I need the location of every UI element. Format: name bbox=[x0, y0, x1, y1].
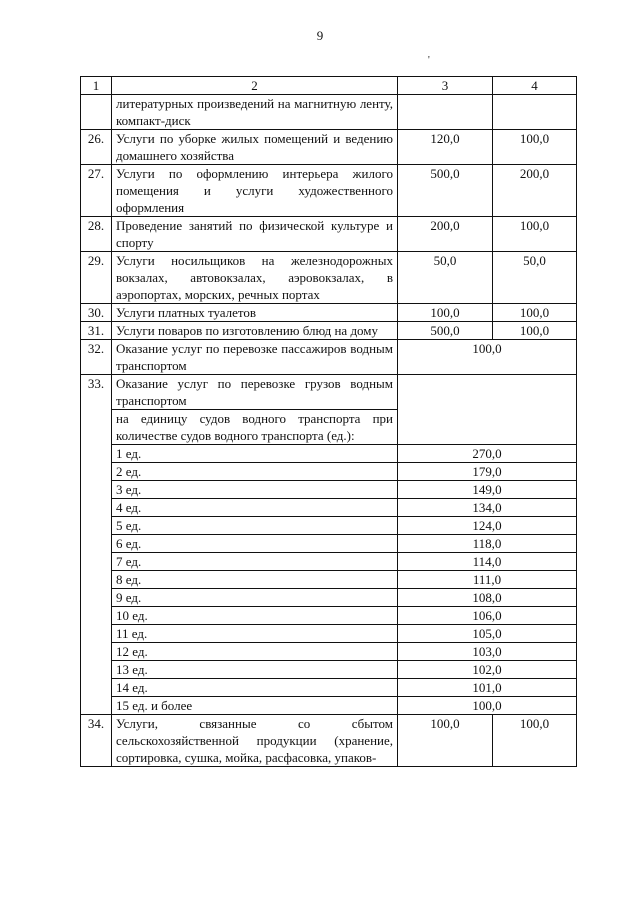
vessel-count-value: 118,0 bbox=[398, 535, 577, 553]
page-number: 9 bbox=[316, 28, 324, 43]
row-description: Оказание услуг по перевозке грузов водным транспортом bbox=[112, 375, 398, 410]
header-cell: 2 bbox=[112, 77, 398, 95]
row-description: Услуги поваров по изготовлению блюд на дому bbox=[112, 322, 398, 340]
header-cell: 1 bbox=[81, 77, 112, 95]
row-number: 33. bbox=[81, 375, 112, 715]
table-row bbox=[81, 535, 577, 553]
vessel-count-label: 15 ед. и более bbox=[112, 697, 398, 715]
vessel-count-label: 6 ед. bbox=[112, 535, 398, 553]
table-row bbox=[81, 571, 577, 589]
header-cell: 3 bbox=[398, 77, 493, 95]
row-number: 27. bbox=[81, 165, 112, 217]
row-description: Услуги, связанные со сбытом сельскохозяйственной продукции (хранение, сортировка, сушка, мойка, расфасовка, упаков- bbox=[112, 715, 398, 767]
row-value-col4: 100,0 bbox=[493, 130, 577, 165]
table-row bbox=[81, 217, 577, 252]
vessel-count-value: 149,0 bbox=[398, 481, 577, 499]
row-value-col4: 100,0 bbox=[493, 322, 577, 340]
row-description: Проведение занятий по физической культуре и спорту bbox=[112, 217, 398, 252]
row-description: Услуги носильщиков на железнодорожных вокзалах, автовокзалах, аэровокзалах, в аэропортах, морских, речных портах bbox=[112, 252, 398, 304]
row-number: 28. bbox=[81, 217, 112, 252]
vessel-count-value: 134,0 bbox=[398, 499, 577, 517]
table-row bbox=[81, 607, 577, 625]
row-number: 32. bbox=[81, 340, 112, 375]
row-description: литературных произведений на магнитную ленту, компакт-диск bbox=[112, 95, 398, 130]
table-row bbox=[81, 499, 577, 517]
vessel-count-value: 106,0 bbox=[398, 607, 577, 625]
row-subdescription: на единицу судов водного транспорта при количестве судов водного транспорта (ед.): bbox=[112, 410, 398, 445]
row-description: Услуги платных туалетов bbox=[112, 304, 398, 322]
vessel-count-label: 9 ед. bbox=[112, 589, 398, 607]
table-row bbox=[81, 252, 577, 304]
vessel-count-value: 124,0 bbox=[398, 517, 577, 535]
row-value-col4: 200,0 bbox=[493, 165, 577, 217]
row-value-col3: 100,0 bbox=[398, 304, 493, 322]
row-value-merged: 100,0 bbox=[398, 340, 577, 375]
vessel-count-label: 1 ед. bbox=[112, 445, 398, 463]
table-row bbox=[81, 165, 577, 217]
vessel-count-value: 111,0 bbox=[398, 571, 577, 589]
row-value-col3: 200,0 bbox=[398, 217, 493, 252]
vessel-count-label: 2 ед. bbox=[112, 463, 398, 481]
row-value-col3: 50,0 bbox=[398, 252, 493, 304]
vessel-count-label: 7 ед. bbox=[112, 553, 398, 571]
page-mark: ' bbox=[428, 55, 430, 66]
tariff-table bbox=[80, 76, 577, 767]
vessel-count-value: 270,0 bbox=[398, 445, 577, 463]
table-row bbox=[81, 340, 577, 375]
row-description: Услуги по уборке жилых помещений и ведению домашнего хозяйства bbox=[112, 130, 398, 165]
vessel-count-value: 179,0 bbox=[398, 463, 577, 481]
vessel-count-label: 5 ед. bbox=[112, 517, 398, 535]
table-header-row bbox=[81, 77, 577, 95]
table-row bbox=[81, 715, 577, 767]
table-row bbox=[81, 643, 577, 661]
vessel-count-value: 102,0 bbox=[398, 661, 577, 679]
vessel-count-value: 108,0 bbox=[398, 589, 577, 607]
row-number: 29. bbox=[81, 252, 112, 304]
row-value-col3: 500,0 bbox=[398, 165, 493, 217]
vessel-count-label: 3 ед. bbox=[112, 481, 398, 499]
vessel-count-label: 12 ед. bbox=[112, 643, 398, 661]
row-description: Оказание услуг по перевозке пассажиров водным транспортом bbox=[112, 340, 398, 375]
table-row bbox=[81, 322, 577, 340]
vessel-count-label: 10 ед. bbox=[112, 607, 398, 625]
table-row bbox=[81, 481, 577, 499]
table-row bbox=[81, 130, 577, 165]
vessel-count-value: 100,0 bbox=[398, 697, 577, 715]
table-row bbox=[81, 304, 577, 322]
vessel-count-label: 13 ед. bbox=[112, 661, 398, 679]
row-number: 26. bbox=[81, 130, 112, 165]
row-value-col3: 120,0 bbox=[398, 130, 493, 165]
table-row bbox=[81, 661, 577, 679]
vessel-count-label: 8 ед. bbox=[112, 571, 398, 589]
row-value-col4: 100,0 bbox=[493, 217, 577, 252]
header-cell: 4 bbox=[493, 77, 577, 95]
table-row bbox=[81, 517, 577, 535]
row-value-col4: 100,0 bbox=[493, 304, 577, 322]
table-row bbox=[81, 445, 577, 463]
table-row bbox=[81, 625, 577, 643]
table-row bbox=[81, 697, 577, 715]
vessel-count-value: 114,0 bbox=[398, 553, 577, 571]
table-row bbox=[81, 679, 577, 697]
row-number: 34. bbox=[81, 715, 112, 767]
row-description: Услуги по оформлению интерьера жилого помещения и услуги художественного оформления bbox=[112, 165, 398, 217]
table-row bbox=[81, 589, 577, 607]
vessel-count-label: 4 ед. bbox=[112, 499, 398, 517]
vessel-count-label: 14 ед. bbox=[112, 679, 398, 697]
vessel-count-value: 101,0 bbox=[398, 679, 577, 697]
row-number: 30. bbox=[81, 304, 112, 322]
table-row bbox=[81, 463, 577, 481]
table-row bbox=[81, 553, 577, 571]
vessel-count-value: 105,0 bbox=[398, 625, 577, 643]
vessel-count-label: 11 ед. bbox=[112, 625, 398, 643]
row-number: 31. bbox=[81, 322, 112, 340]
row-value-col3: 100,0 bbox=[398, 715, 493, 767]
row-value-col4: 100,0 bbox=[493, 715, 577, 767]
table-row bbox=[81, 375, 577, 410]
row-value-col3: 500,0 bbox=[398, 322, 493, 340]
vessel-count-value: 103,0 bbox=[398, 643, 577, 661]
table-row bbox=[81, 95, 577, 130]
row-value-col4: 50,0 bbox=[493, 252, 577, 304]
